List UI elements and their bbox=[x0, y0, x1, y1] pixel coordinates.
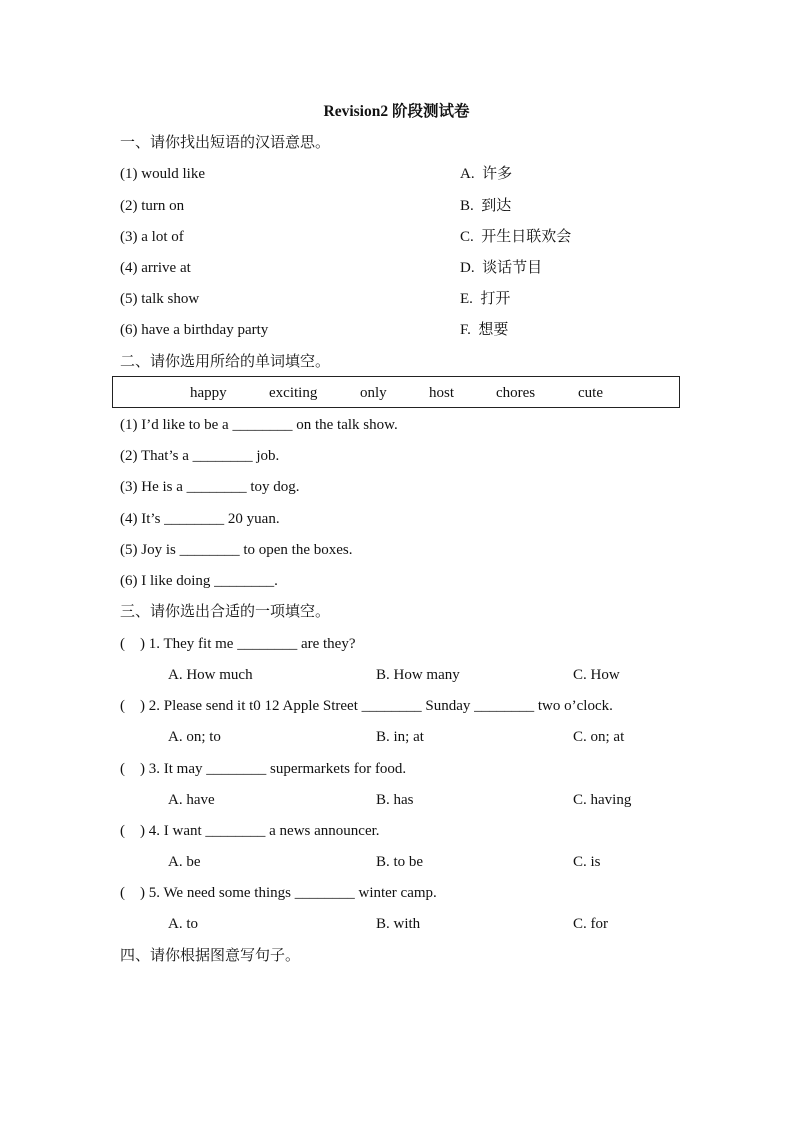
fill-blank-item: (5) Joy is ________ to open the boxes. bbox=[120, 542, 353, 558]
phrase-item: (6) have a birthday party bbox=[120, 322, 269, 338]
phrase-item: (2) turn on bbox=[120, 198, 185, 214]
meaning-item: D. 谈话节目 bbox=[460, 260, 543, 276]
meaning-item: C. 开生日联欢会 bbox=[460, 229, 572, 245]
option-b: B. in; at bbox=[376, 729, 424, 745]
option-a: A. to bbox=[168, 916, 198, 932]
option-c: C. is bbox=[573, 854, 601, 870]
question-stem: ( ) 1. They fit me ________ are they? bbox=[120, 636, 356, 652]
section-3-heading: 三、请你选出合适的一项填空。 bbox=[120, 604, 331, 620]
option-c: C. having bbox=[573, 792, 632, 808]
option-a: A. on; to bbox=[168, 729, 221, 745]
section-2-heading: 二、请你选用所给的单词填空。 bbox=[120, 354, 331, 370]
question-stem: ( ) 2. Please send it t0 12 Apple Street ________ Sunday ________ two o’clock. bbox=[120, 698, 613, 714]
fill-blank-item: (4) It’s ________ 20 yuan. bbox=[120, 511, 280, 527]
section-1-heading: 一、请你找出短语的汉语意思。 bbox=[120, 135, 331, 151]
phrase-item: (1) would like bbox=[120, 166, 205, 182]
section-4-heading: 四、请你根据图意写句子。 bbox=[120, 948, 301, 964]
option-c: C. How bbox=[573, 667, 620, 683]
meaning-item: E. 打开 bbox=[460, 291, 511, 307]
option-a: A. have bbox=[168, 792, 215, 808]
meaning-item: F. 想要 bbox=[460, 322, 509, 338]
meaning-item: A. 许多 bbox=[460, 166, 513, 182]
word-bank-word: only bbox=[360, 385, 387, 401]
option-a: A. How much bbox=[168, 667, 253, 683]
word-bank-word: host bbox=[429, 385, 455, 401]
fill-blank-item: (6) I like doing ________. bbox=[120, 573, 278, 589]
word-bank-word: happy bbox=[190, 385, 227, 401]
phrase-item: (5) talk show bbox=[120, 291, 200, 307]
option-a: A. be bbox=[168, 854, 201, 870]
option-c: C. on; at bbox=[573, 729, 625, 745]
word-bank-word: chores bbox=[496, 385, 536, 401]
option-b: B. has bbox=[376, 792, 414, 808]
phrase-item: (3) a lot of bbox=[120, 229, 184, 245]
word-bank-word: cute bbox=[578, 385, 603, 401]
question-stem: ( ) 4. I want ________ a news announcer. bbox=[120, 823, 380, 839]
meaning-item: B. 到达 bbox=[460, 198, 512, 214]
page-title: Revision2 阶段测试卷 bbox=[323, 103, 470, 120]
word-bank-box bbox=[112, 376, 680, 408]
question-stem: ( ) 3. It may ________ supermarkets for food. bbox=[120, 761, 407, 777]
fill-blank-item: (3) He is a ________ toy dog. bbox=[120, 479, 300, 495]
phrase-item: (4) arrive at bbox=[120, 260, 191, 276]
fill-blank-item: (1) I’d like to be a ________ on the talk show. bbox=[120, 417, 398, 433]
option-b: B. with bbox=[376, 916, 421, 932]
word-bank-word: exciting bbox=[269, 385, 318, 401]
option-b: B. to be bbox=[376, 854, 424, 870]
option-c: C. for bbox=[573, 916, 608, 932]
option-b: B. How many bbox=[376, 667, 460, 683]
fill-blank-item: (2) That’s a ________ job. bbox=[120, 448, 280, 464]
question-stem: ( ) 5. We need some things ________ winter camp. bbox=[120, 885, 437, 901]
